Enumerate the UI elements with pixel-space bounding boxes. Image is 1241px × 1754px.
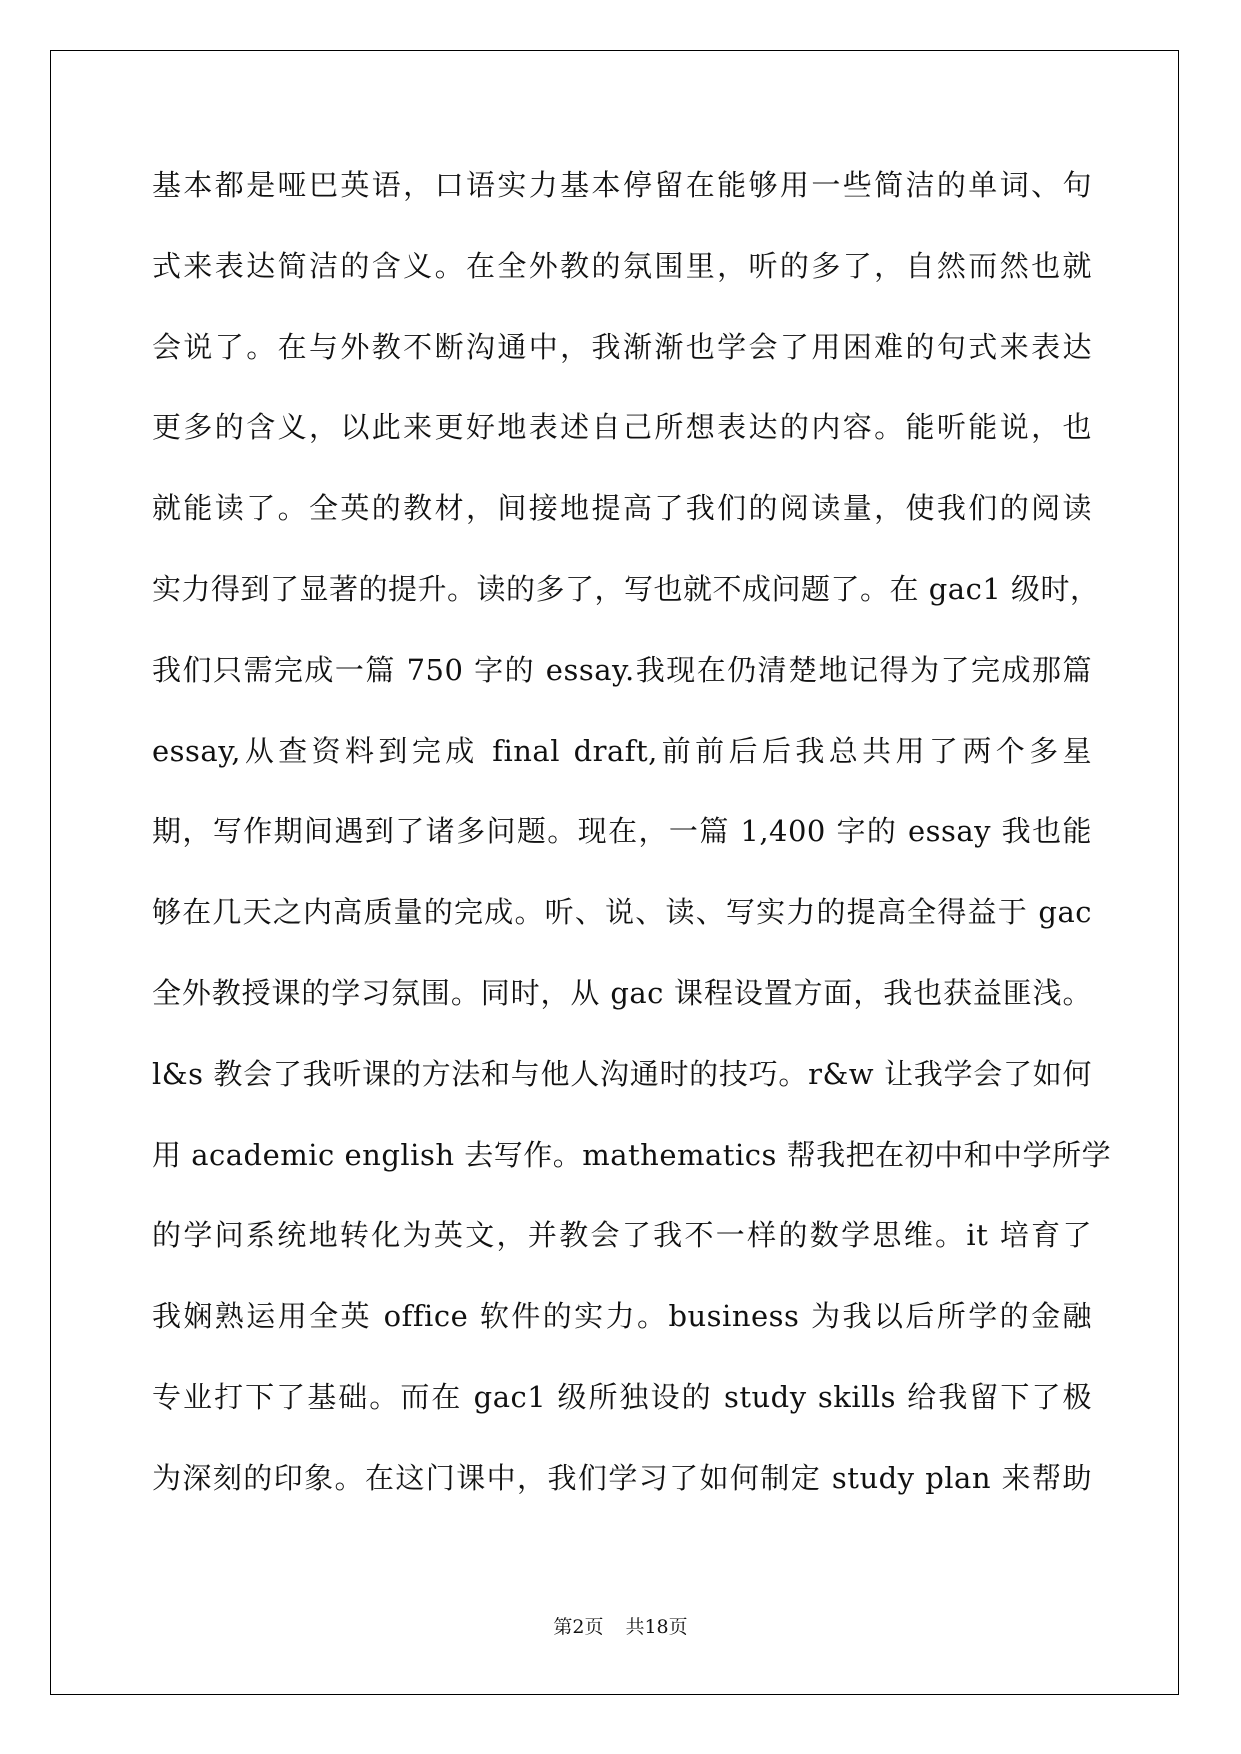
text-line: 够在几天之内高质量的完成。听、说、读、写实力的提高全得益于 gac [152, 895, 1092, 930]
page-footer [0, 1612, 1241, 1639]
text-line: 会说了。在与外教不断沟通中，我渐渐也学会了用困难的句式来表达 [152, 329, 1092, 364]
text-line: l&s 教会了我听课的方法和与他人沟通时的技巧。r&w 让我学会了如何 [152, 1056, 1092, 1091]
page-number-current: 第2页 [553, 1616, 604, 1638]
text-line: 就能读了。全英的教材，间接地提高了我们的阅读量，使我们的阅读 [152, 491, 1092, 526]
text-line: essay,从查资料到完成 final draft,前前后后我总共用了两个多星 [152, 733, 1092, 768]
text-line: 的学问系统地转化为英文，并教会了我不一样的数学思维。it 培育了 [152, 1218, 1092, 1253]
text-line: 为深刻的印象。在这门课中，我们学习了如何制定 study plan 来帮助 [152, 1460, 1092, 1495]
text-line: 专业打下了基础。而在 gac1 级所独设的 study skills 给我留下了极 [152, 1379, 1092, 1414]
text-line: 期，写作期间遇到了诸多问题。现在，一篇 1,400 字的 essay 我也能 [152, 814, 1092, 849]
document-body [152, 160, 1112, 1534]
text-line: 式来表达简洁的含义。在全外教的氛围里，听的多了，自然而然也就 [152, 248, 1092, 283]
text-line: 我们只需完成一篇 750 字的 essay.我现在仍清楚地记得为了完成那篇 [152, 652, 1092, 687]
text-line: 基本都是哑巴英语，口语实力基本停留在能够用一些简洁的单词、句 [152, 168, 1092, 202]
text-line: 实力得到了显著的提升。读的多了，写也就不成问题了。在 gac1 级时， [152, 571, 1100, 606]
text-line: 用 academic english 去写作。mathematics 帮我把在初中和中学所学 [152, 1137, 1112, 1172]
page-number-total: 共18页 [625, 1616, 688, 1638]
text-line: 我娴熟运用全英 office 软件的实力。business 为我以后所学的金融 [152, 1299, 1092, 1334]
text-line: 全外教授课的学习氛围。同时，从 gac 课程设置方面，我也获益匪浅。 [152, 975, 1092, 1010]
text-line: 更多的含义，以此来更好地表述自己所想表达的内容。能听能说，也 [152, 410, 1092, 445]
